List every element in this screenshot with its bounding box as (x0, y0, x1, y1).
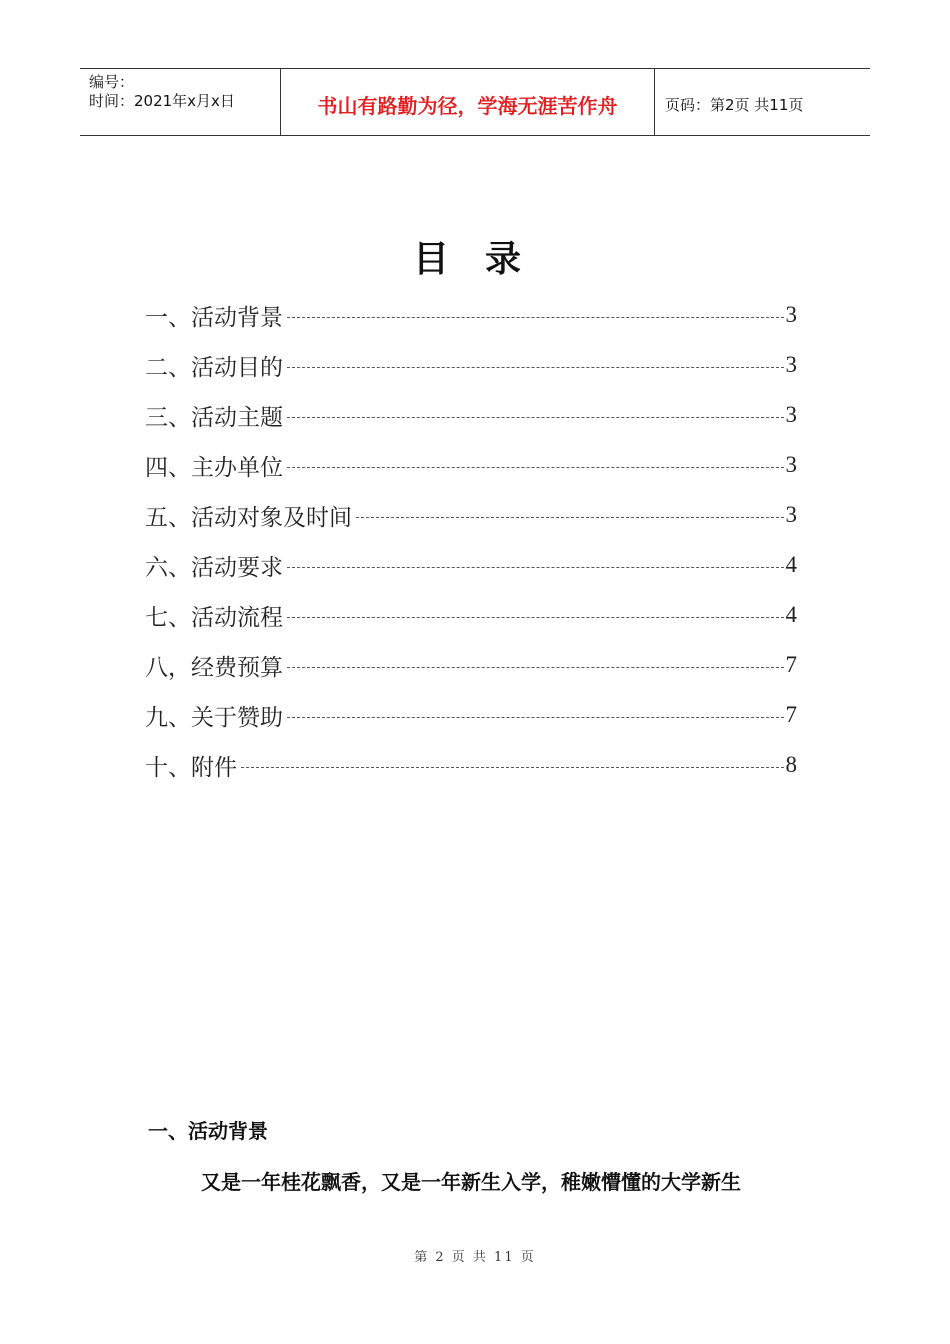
header-page-info: 页码：第2页 共11页 (665, 95, 804, 114)
toc-entry-label: 十、附件 (145, 754, 237, 781)
toc-entry-label: 二、活动目的 (145, 354, 283, 381)
toc-title: 目录 (412, 239, 557, 280)
page-footer: 第 2 页 共 11 页 (414, 1250, 536, 1265)
toc-entry-label: 九、关于赞助 (145, 704, 283, 731)
toc-leader (287, 617, 784, 618)
table-of-contents (145, 290, 797, 790)
toc-entry[interactable] (145, 490, 797, 540)
toc-entry[interactable] (145, 740, 797, 790)
toc-leader (287, 667, 784, 668)
toc-leader (287, 467, 784, 468)
toc-leader (241, 767, 784, 768)
toc-entry-label: 三、活动主题 (145, 404, 283, 431)
toc-entry-label: 五、活动对象及时间 (145, 504, 352, 531)
toc-entry-page: 3 (785, 502, 797, 527)
toc-leader (287, 367, 784, 368)
toc-entry[interactable] (145, 540, 797, 590)
toc-entry[interactable] (145, 590, 797, 640)
toc-entry-page: 7 (785, 702, 797, 727)
toc-entry-label: 六、活动要求 (145, 554, 283, 581)
toc-entry[interactable] (145, 640, 797, 690)
toc-leader (287, 417, 784, 418)
page-header (80, 68, 870, 136)
toc-entry-page: 3 (785, 352, 797, 377)
toc-entry-page: 3 (785, 402, 797, 427)
toc-entry[interactable] (145, 690, 797, 740)
toc-entry[interactable] (145, 340, 797, 390)
header-motto: 书山有路勤为径，学海无涯苦作舟 (281, 69, 655, 135)
toc-entry-page: 3 (785, 452, 797, 477)
toc-entry-label: 八，经费预算 (145, 654, 283, 681)
toc-entry-label: 一、活动背景 (145, 304, 283, 331)
toc-entry-page: 7 (785, 652, 797, 677)
body-paragraph: 又是一年桂花飘香，又是一年新生入学，稚嫩懵懂的大学新生 (201, 1170, 741, 1194)
header-meta (80, 69, 281, 135)
document-number-label: 编号： (89, 73, 135, 91)
toc-entry-page: 8 (785, 752, 797, 777)
section-heading: 一、活动背景 (148, 1119, 268, 1143)
toc-leader (356, 517, 784, 518)
document-time-label: 时间：2021年x月x日 (89, 92, 235, 110)
toc-entry-page: 4 (785, 552, 797, 577)
toc-entry[interactable] (145, 290, 797, 340)
toc-entry-page: 4 (785, 602, 797, 627)
toc-entry-label: 七、活动流程 (145, 604, 283, 631)
toc-entry-page: 3 (785, 302, 797, 327)
toc-entry-label: 四、主办单位 (145, 454, 283, 481)
toc-leader (287, 567, 784, 568)
toc-leader (287, 317, 784, 318)
toc-entry[interactable] (145, 390, 797, 440)
toc-leader (287, 717, 784, 718)
toc-entry[interactable] (145, 440, 797, 490)
